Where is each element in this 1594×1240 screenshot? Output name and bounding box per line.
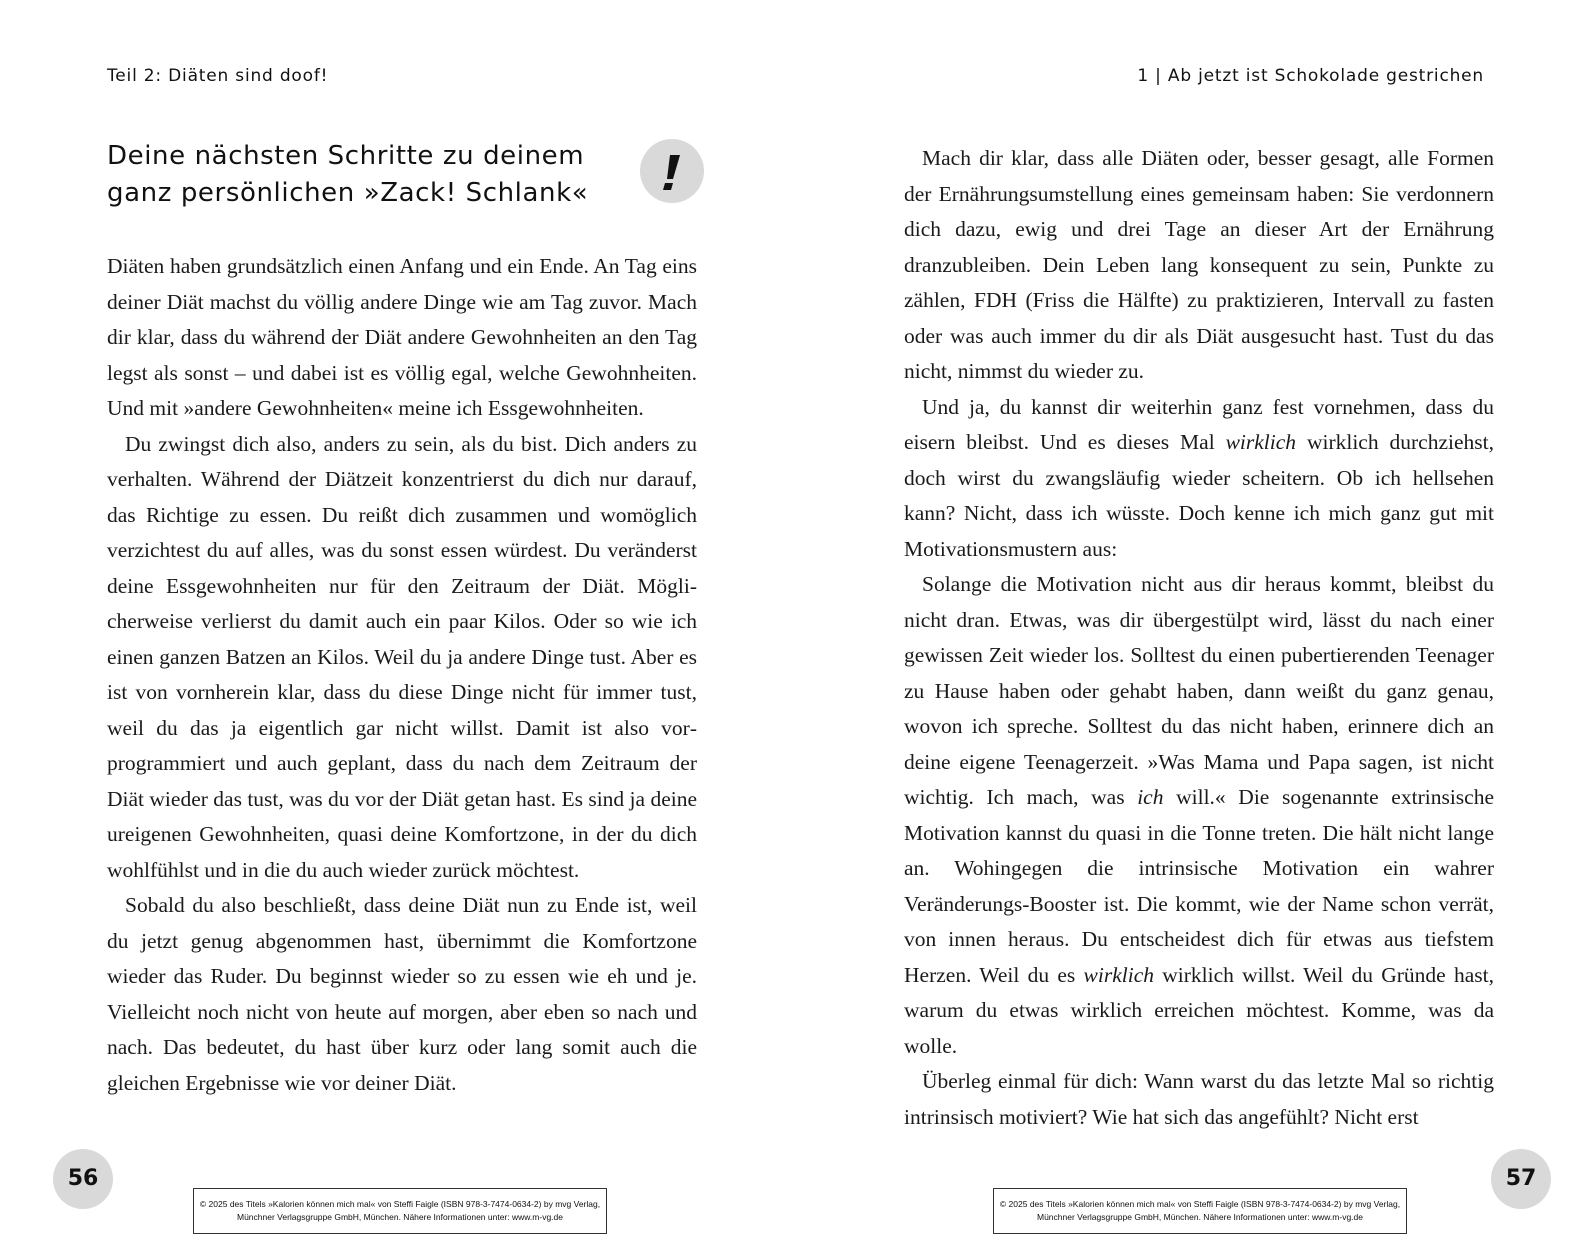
copyright-line: Münchner Verlagsgruppe GmbH, München. Nähere Informationen unter: www.m-vg.de [237,1212,563,1222]
paragraph: Du zwingst dich also, anders zu sein, als du bist. Dich anders zu verhalten. Während der Diätzeit konzentrierst du dich nur darauf, das Richtige zu essen. Du reißt dich zusammen und womöglich verzichtest du auf alles, was du sonst essen würdest. Du veränderst deine Essgewohnheiten nur für den Zeitraum der Diät. Möglicherweise verlierst du damit auch ein paar Kilos. Oder so wie ich einen ganzen Batzen an Kilos. Weil du ja andere Dinge tust. Aber es ist von vornherein klar, dass du diese Dinge nicht für immer tust, weil du das ja eigentlich gar nicht willst. Damit ist also vorprogrammiert und auch geplant, dass du nach dem Zeitraum der Diät wieder das tust, was du vor der Diät getan hast. Es sind ja deine ureigenen Gewohnheiten, quasi deine Komfortzone, in der du dich wohlfühlst und in die du auch wieder zurück möchtest. [107,431,697,882]
section-heading-line1: Deine nächsten Schritte zu deinem [107,141,585,171]
copyright-box-left [193,1188,607,1234]
page-number-left: 56 [53,1149,113,1209]
running-head-right: 1 | Ab jetzt ist Schokolade gestrichen [1137,66,1484,86]
copyright-line: Münchner Verlagsgruppe GmbH, München. Nähere Informationen unter: www.m-vg.de [1037,1212,1363,1222]
page-number-right: 57 [1491,1149,1551,1209]
running-head-left: Teil 2: Diäten sind doof! [107,66,329,86]
copyright-line: © 2025 des Titels »Kalorien können mich mal« von Steffi Faigle (ISBN 978-3-7474-0634-2) by mvg Verlag, [999,1199,1401,1209]
left-body-text [107,249,697,1101]
copyright-line: © 2025 des Titels »Kalorien können mich mal« von Steffi Faigle (ISBN 978-3-7474-0634-2) by mvg Verlag, [199,1199,601,1209]
emphasis: wirklich [1225,430,1297,454]
emphasis: wirklich [1083,962,1154,987]
paragraph: Solange die Motivation nicht aus dir heraus kommt, bleibst du nicht dran. Etwas, was dir übergestülpt wird, lässt du nach einer gewissen Zeit wieder los. Solltest du einen pubertierenden Teenager zu Hause haben oder gehabt haben, dann weißt du ganz genau, wovon ich spreche. Solltest du das nicht haben, erinnere dich an deine eigene Teenagerzeit. »Was Mama und Papa sagen, ist nicht wichtig. Ich mach, was ich will.« Die sogenannte extrinsische Motivation kannst du quasi in die Tonne treten. Die hält nicht lange an. Wohingegen die intrinsische Motivation ein wahrer Veränderungs-Booster ist. Die kommt, wie der Name schon verrät, von innen heraus. Du entscheidest dich für etwas aus tiefstem Herzen. Weil du es wirklich wirklich willst. Weil du Gründe hast, warum du etwas wirklich erreichen möchtest. Komme, was da wolle. [904,572,1494,1058]
paragraph: Mach dir klar, dass alle Diäten oder, besser gesagt, alle Formen der Ernährungsumstellung eines gemeinsam haben: Sie verdonnern dich dazu, ewig und drei Tage an dieser Art der Ernährung dranzubleiben. Dein Leben lang konsequent zu sein, Punkte zu zählen, FDH (Friss die Hälfte) zu praktizieren, Intervall zu fasten oder was auch immer du dir als Diät ausgesucht hast. Tust du das nicht, nimmst du wieder zu. [904,146,1494,383]
right-body-text [904,141,1494,1135]
paragraph: Diäten haben grundsätzlich einen Anfang und ein Ende. An Tag eins deiner Diät machst du völlig andere Dinge wie am Tag zuvor. Mach dir klar, dass du während der Diät andere Gewohnheiten an den Tag legst als sonst – und dabei ist es völlig egal, welche Gewohnheiten. Und mit »andere Gewohnheiten« meine ich Essgewohnheiten. [107,254,697,420]
paragraph: Sobald du also beschließt, dass deine Diät nun zu Ende ist, weil du jetzt genug abgenommen hast, übernimmt die Komfortzone wieder das Ruder. Du beginnst wieder so zu essen wie eh und je. Vielleicht noch nicht von heute auf morgen, aber eben so nach und nach. Das bedeutet, du hast über kurz oder lang somit auch die gleichen Ergebnisse wie vor deiner Diät. [107,893,697,1095]
copyright-box-right [993,1188,1407,1234]
right-page [797,0,1594,1240]
paragraph: Und ja, du kannst dir weiterhin ganz fest vornehmen, dass du eisern bleibst. Und es dieses Mal wirklich wirklich durchziehst, doch wirst du zwangsläufig wieder scheitern. Ob ich hellsehen kann? Nicht, dass ich wüsste. Doch kenne ich mich ganz gut mit Motivationsmustern aus: [904,394,1494,561]
paragraph: Überleg einmal für dich: Wann warst du das letzte Mal so richtig intrinsisch motiviert? Wie hat sich das angefühlt? Nicht erst [904,1069,1494,1129]
section-heading-line2: ganz persönlichen »Zack! Schlank« [107,178,589,208]
exclamation-icon [640,139,704,203]
section-heading [107,138,627,212]
emphasis: ich [1137,785,1164,809]
